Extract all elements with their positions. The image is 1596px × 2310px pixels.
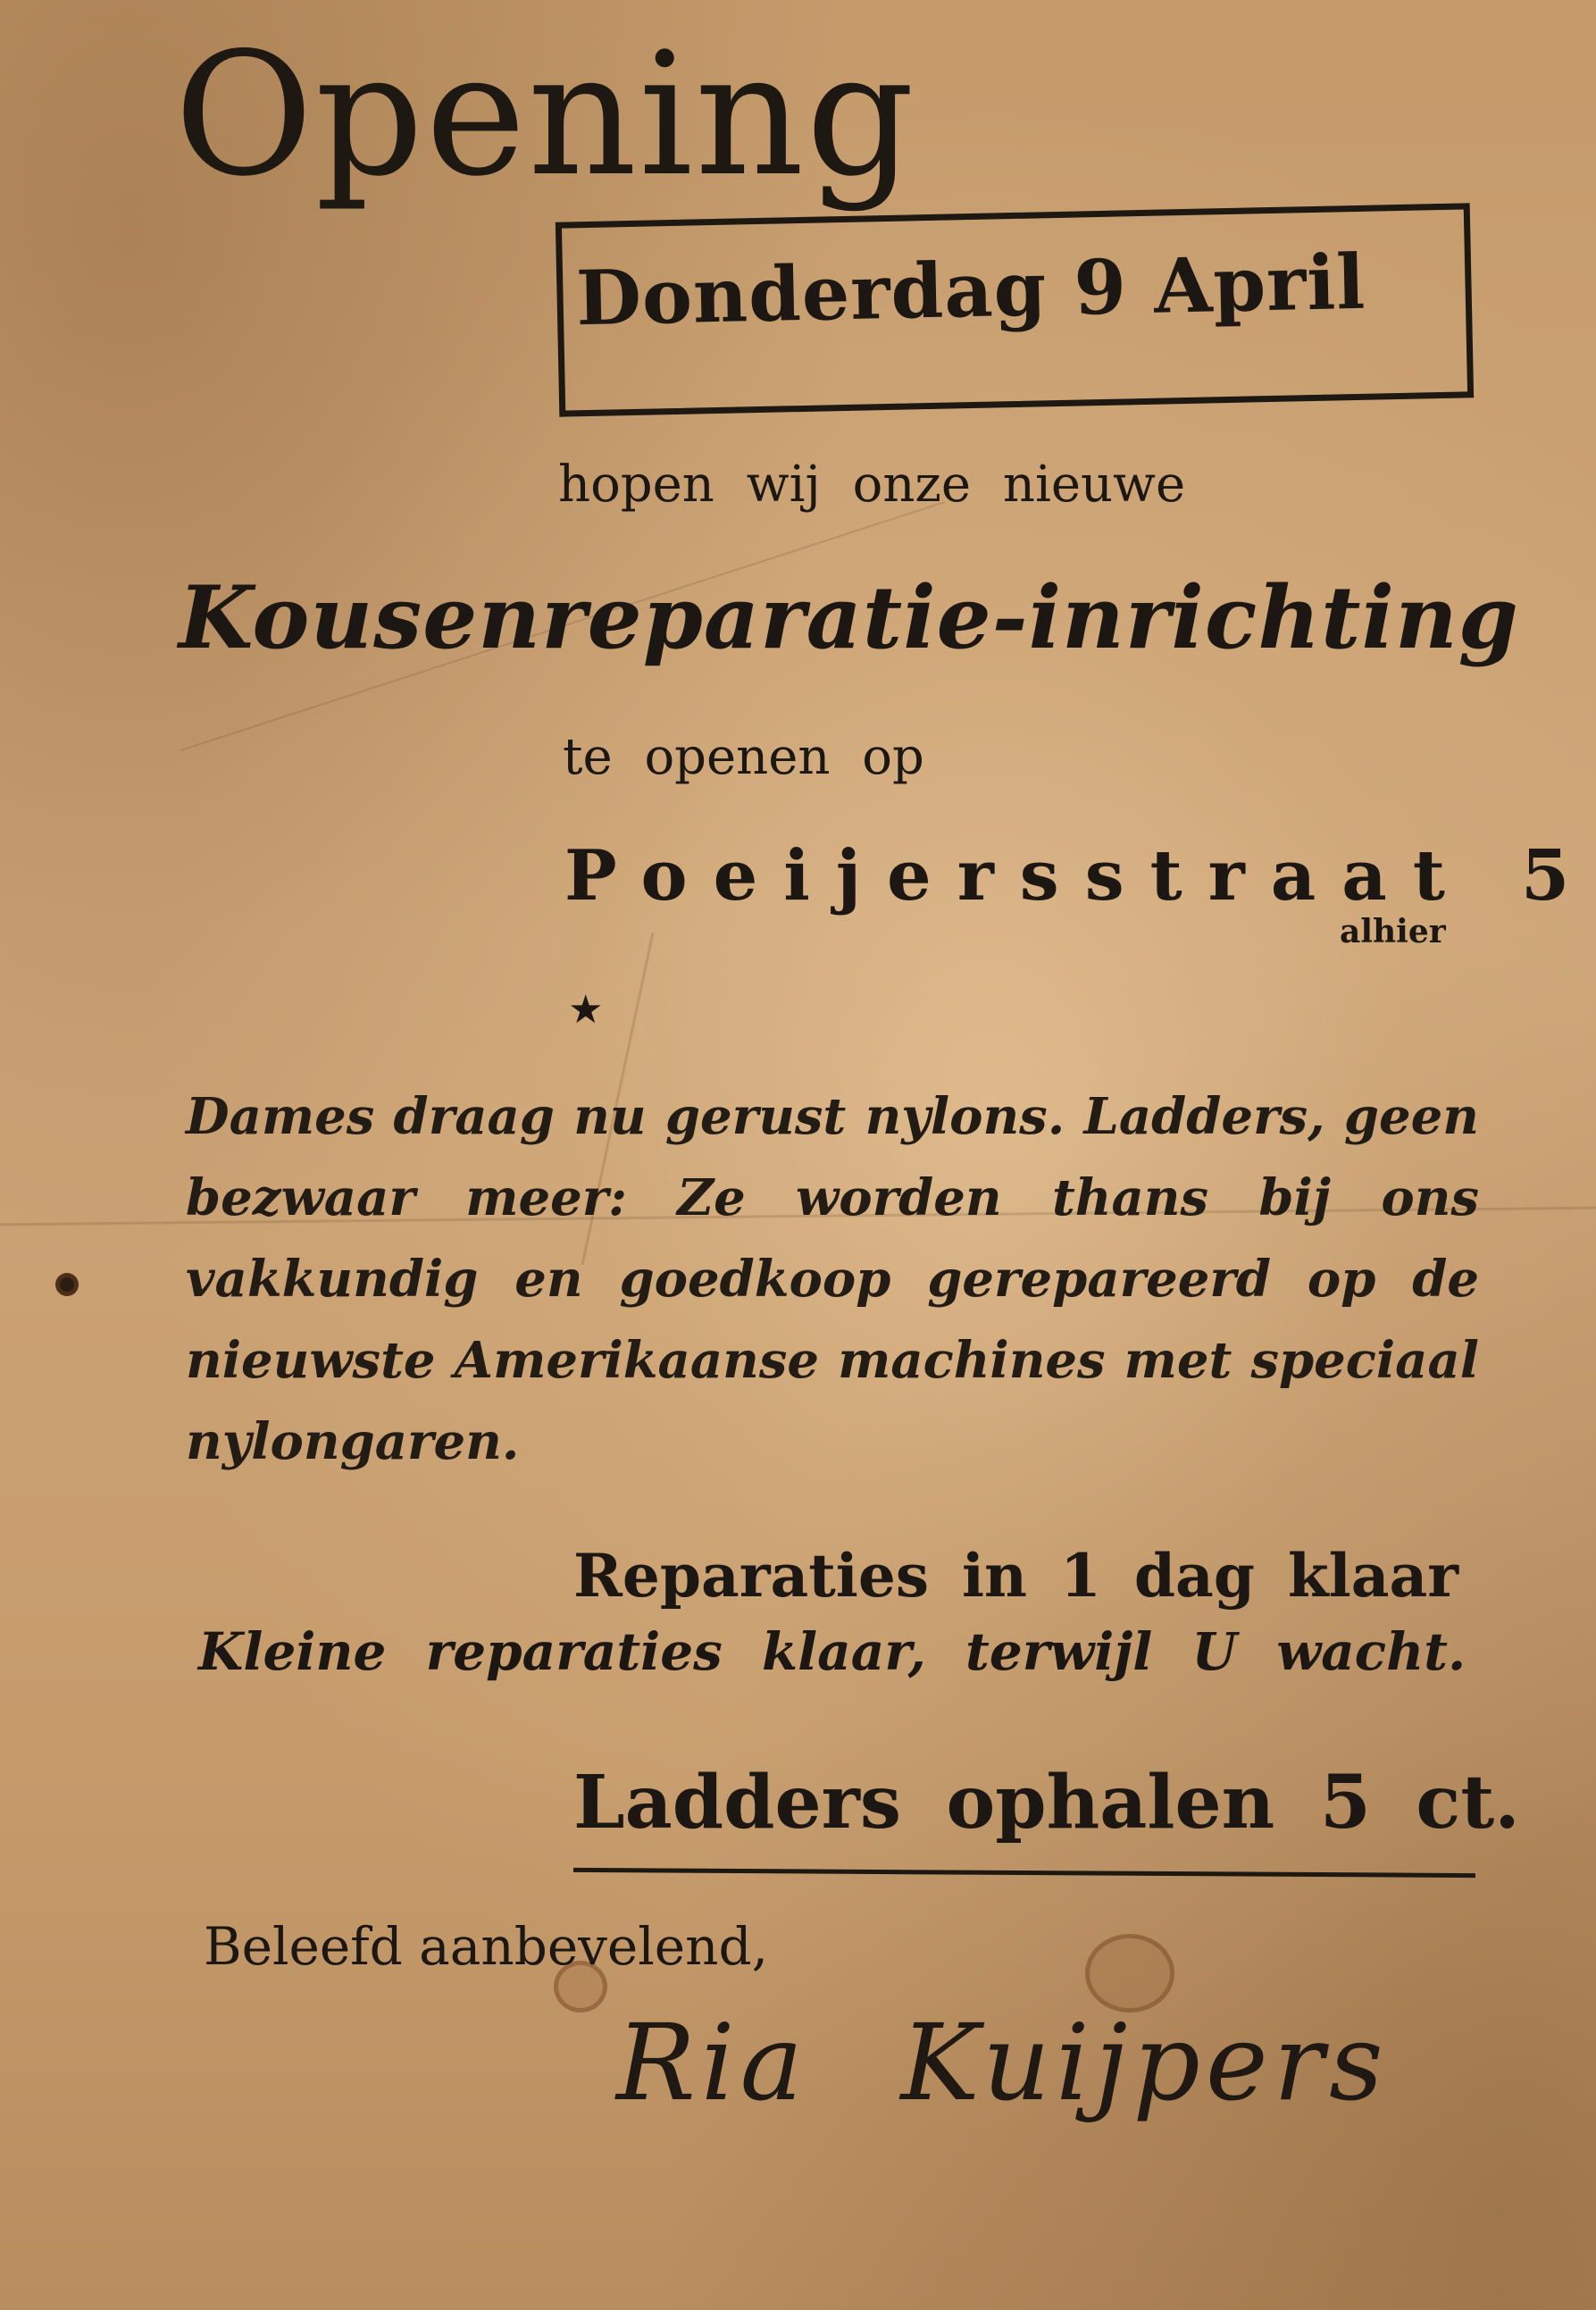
address-note: alhier bbox=[1340, 913, 1446, 950]
intro-line: hopen wij onze nieuwe bbox=[558, 456, 1186, 514]
open-line: te openen op bbox=[563, 728, 924, 786]
body-paragraph: Dames draag nu gerust nylons. Ladders, geen bezwaar meer: Ze worden thans bij ons vakkundig en goedkoop gerepareerd op de nieuwste Amerikaanse machines met speciaal nylongaren. bbox=[186, 1087, 1479, 1471]
signature: Ria Kuijpers bbox=[616, 2001, 1389, 2124]
underline-rule bbox=[573, 1868, 1475, 1878]
repairs-day-line: Reparaties in 1 dag klaar bbox=[573, 1541, 1459, 1611]
ladders-price-line: Ladders ophalen 5 ct. bbox=[573, 1760, 1520, 1845]
repairs-small-line: Kleine reparaties klaar, terwijl U wacht. bbox=[198, 1621, 1466, 1682]
star-ornament: ★ bbox=[568, 987, 604, 1033]
business-heading: Kousenreparatie-inrichting bbox=[179, 567, 1519, 668]
paper-stain bbox=[55, 1273, 79, 1296]
poster-title: Opening bbox=[174, 16, 916, 213]
address: Poeijersstraat 5 bbox=[564, 835, 1596, 916]
closing-line: Beleefd aanbevelend, bbox=[204, 1916, 769, 1977]
opening-date: Donderdag 9 April bbox=[575, 237, 1367, 343]
